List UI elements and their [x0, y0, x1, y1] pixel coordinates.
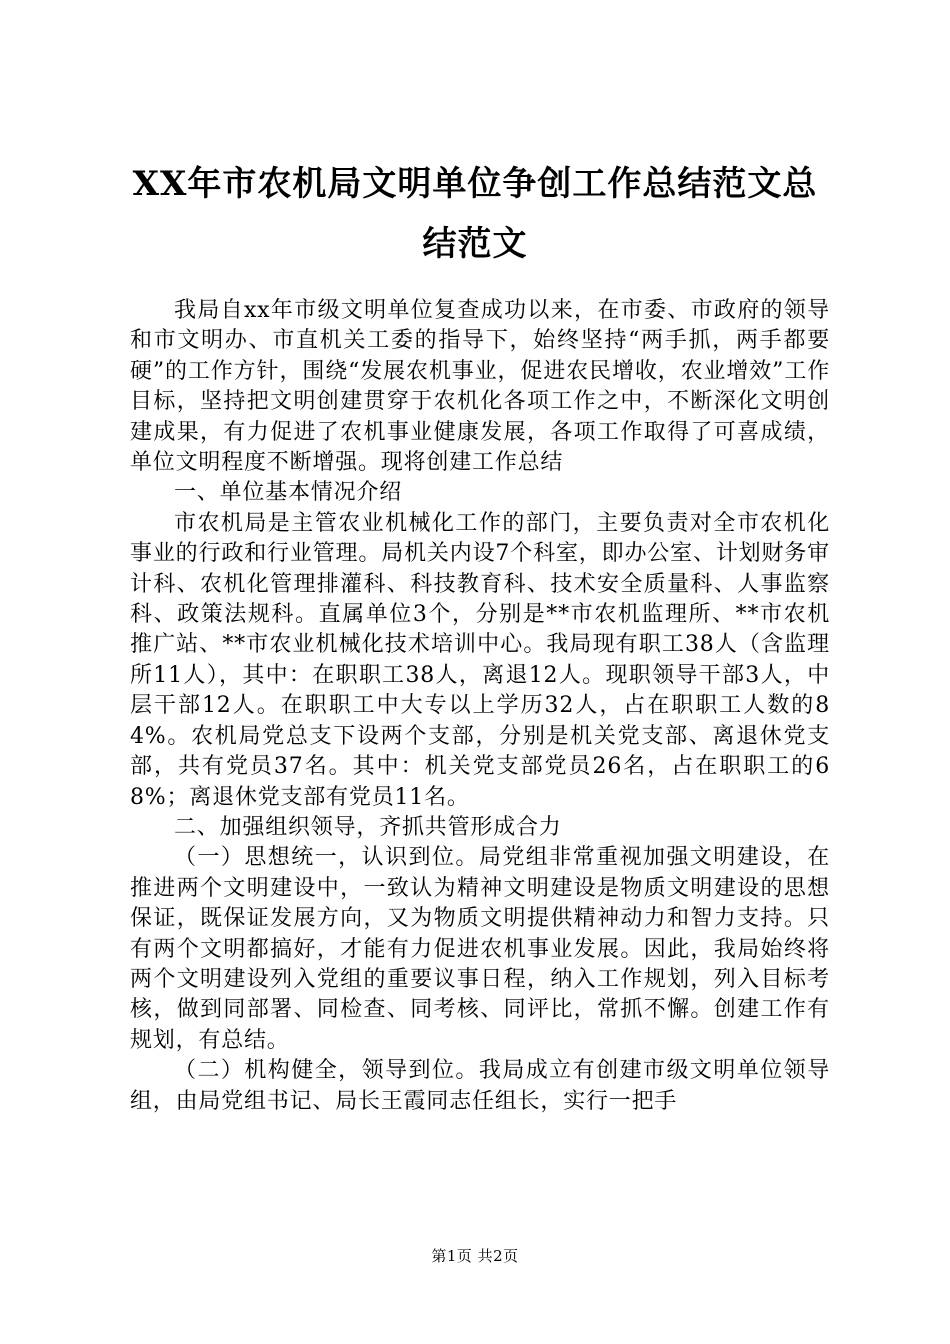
document-body	[130, 296, 830, 1117]
document-title-line-2: 结范文	[422, 224, 528, 264]
document-title-line-1: XX年市农机局文明单位争创工作总结范文总	[132, 164, 818, 204]
paragraph-intro: 我局自xx年市级文明单位复查成功以来，在市委、市政府的领导和市文明办、市直机关工委的指导下，始终坚持“两手抓，两手都要硬”的工作方针，围绕“发展农机事业，促进农民增收，农业增效”工作目标，坚持把文明创建贯穿于农机化各项工作之中，不断深化文明创建成果，有力促进了农机事业健康发展，各项工作取得了可喜成绩，单位文明程度不断增强。现将创建工作总结	[130, 298, 830, 476]
paragraph-thought-unity: （一）思想统一，认识到位。局党组非常重视加强文明建设，在推进两个文明建设中，一致认为精神文明建设是物质文明建设的思想保证，既保证发展方向，又为物质文明提供精神动力和智力支持。只有两个文明都搞好，才能有力促进农机事业发展。因此，我局始终将两个文明建设列入党组的重要议事日程，纳入工作规划，列入目标考核，做到同部署、同检查、同考核、同评比，常抓不懈。创建工作有规划，有总结。	[130, 845, 830, 1053]
paragraph-organization: （二）机构健全，领导到位。我局成立有创建市级文明单位领导组，由局党组书记、局长王霞同志任组长，实行一把手	[130, 1058, 830, 1114]
paragraph-unit-info: 市农机局是主管农业机械化工作的部门，主要负责对全市农机化事业的行政和行业管理。局机关内设7个科室，即办公室、计划财务审计科、农机化管理排灌科、科技教育科、技术安全质量科、人事监察科、政策法规科。直属单位3个，分别是**市农机监理所、**市农机推广站、**市农业机械化技术培训中心。我局现有职工38人（含监理所11人），其中：在职职工38人，离退12人。现职领导干部3人，中层干部12人。在职职工中大专以上学历32人，占在职职工人数的84%。农机局党总支下设两个支部，分别是机关党支部、离退休党支部，共有党员37名。其中：机关党支部党员26名，占在职职工的68%；离退休党支部有党员11名。	[130, 510, 830, 810]
section-heading-1: 一、单位基本情况介绍	[174, 480, 403, 506]
page-footer: 第1页 共2页	[431, 1247, 519, 1265]
section-heading-2: 二、加强组织领导，齐抓共管形成合力	[174, 814, 562, 840]
